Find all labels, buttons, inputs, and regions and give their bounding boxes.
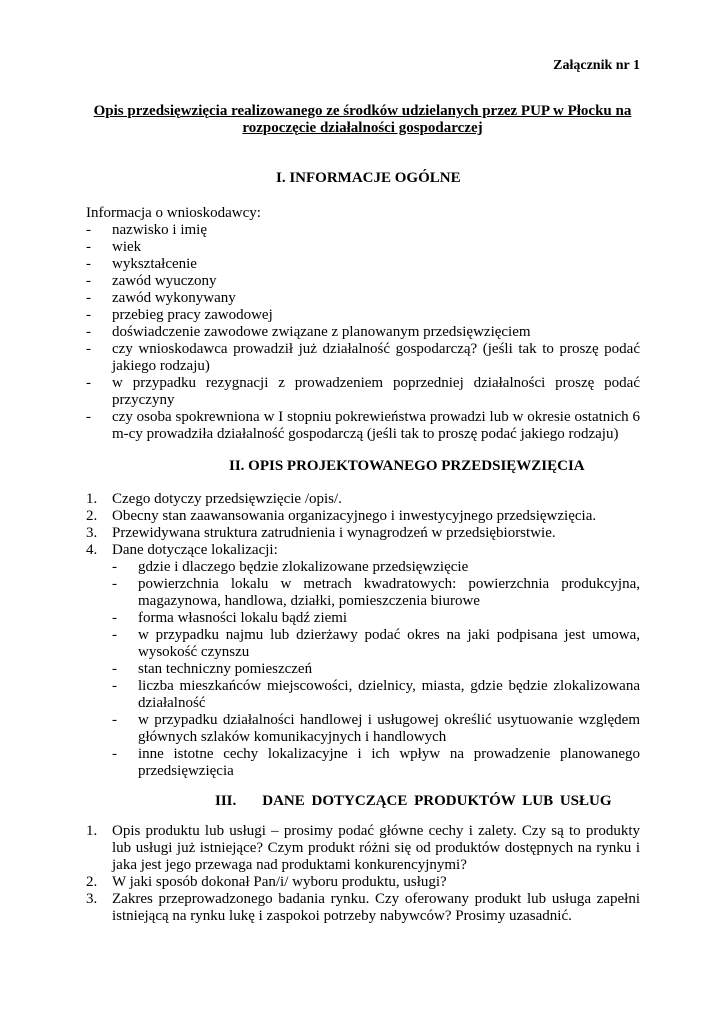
sub-list-item: - inne istotne cechy lokalizacyjne i ich wpływ na prowadzenie planowanego przedsięwzięcia (112, 746, 640, 779)
sub-list-item: - w przypadku działalności handlowej i usługowej określić usytuowanie względem głównych szlaków komunikacyjnych i handlowych (112, 712, 640, 745)
list-item: - wiek (86, 239, 142, 255)
list-item: - doświadczenie zawodowe związane z planowanym przedsięwzięciem (86, 324, 531, 340)
sub-list-item: - liczba mieszkańców miejscowości, dzielnicy, miasta, gdzie będzie zlokalizowana działalność (112, 678, 640, 711)
list-item: - czy wnioskodawca prowadził już działalność gospodarczą? (jeśli tak to proszę podać jakiego rodzaju) (86, 341, 640, 374)
attachment-label: Załącznik nr 1 (553, 58, 640, 73)
list-item: 1. Opis produktu lub usługi – prosimy podać główne cechy i zalety. Czy są to produkty lub usługi już istniejące? Czym produkt różni się od produktów dostępnych na rynku i jaka jest jego przewaga nad produktami konkurencyjnymi? (86, 823, 640, 873)
sub-list-item: - gdzie i dlaczego będzie zlokalizowane przedsięwzięcie (112, 559, 469, 575)
list-item: - nazwisko i imię (86, 222, 207, 238)
section1-intro: Informacja o wnioskodawcy: (86, 205, 261, 221)
list-item: - czy osoba spokrewniona w I stopniu pokrewieństwa prowadzi lub w okresie ostatnich 6 m-cy prowadziła działalność gospodarczą (jeśli tak to proszę podać jakiego rodzaju) (86, 409, 640, 442)
section1-heading: I. INFORMACJE OGÓLNE (276, 170, 461, 186)
section3-block (86, 823, 640, 925)
list-item: 2. W jaki sposób dokonał Pan/i/ wyboru produktu, usługi? (86, 874, 447, 890)
sub-list-item: - forma własności lokalu bądź ziemi (112, 610, 348, 626)
section3-heading-number: III. (215, 793, 237, 809)
document-title: Opis przedsięwzięcia realizowanego ze środków udzielanych przez PUP w Płocku na rozpoczęcie działalności gospodarczej (93, 103, 632, 136)
section2-heading: II. OPIS PROJEKTOWANEGO PRZEDSIĘWZIĘCIA (229, 458, 585, 474)
list-item: 4. Dane dotyczące lokalizacji: (86, 542, 278, 558)
list-item: 3. Zakres przeprowadzonego badania rynku. Czy oferowany produkt lub usługa zapełni istniejącą na rynku lukę i zaspokoi potrzeby nabywców? Prosimy uzasadnić. (86, 891, 640, 924)
section3-heading-text: DANE DOTYCZĄCE PRODUKTÓW LUB USŁUG (262, 793, 612, 809)
list-item: 1. Czego dotyczy przedsięwzięcie /opis/. (86, 491, 342, 507)
sub-list-item: - powierzchnia lokalu w metrach kwadratowych: powierzchnia produkcyjna, magazynowa, handlowa, działki, pomieszczenia biurowe (112, 576, 640, 609)
section2-block (86, 491, 640, 780)
sub-list-item: - stan techniczny pomieszczeń (112, 661, 313, 677)
list-item: - zawód wyuczony (86, 273, 217, 289)
list-item: - w przypadku rezygnacji z prowadzeniem poprzedniej działalności proszę podać przyczyny (86, 375, 640, 408)
list-item: 3. Przewidywana struktura zatrudnienia i wynagrodzeń w przedsiębiorstwie. (86, 525, 556, 541)
list-item: - zawód wykonywany (86, 290, 236, 306)
section3-heading (215, 793, 612, 810)
list-item: - wykształcenie (86, 256, 197, 272)
list-item: 2. Obecny stan zaawansowania organizacyjnego i inwestycyjnego przedsięwzięcia. (86, 508, 597, 524)
section1-block (86, 205, 640, 443)
list-item: - przebieg pracy zawodowej (86, 307, 273, 323)
sub-list-item: - w przypadku najmu lub dzierżawy podać okres na jaki podpisana jest umowa, wysokość czynszu (112, 627, 640, 660)
